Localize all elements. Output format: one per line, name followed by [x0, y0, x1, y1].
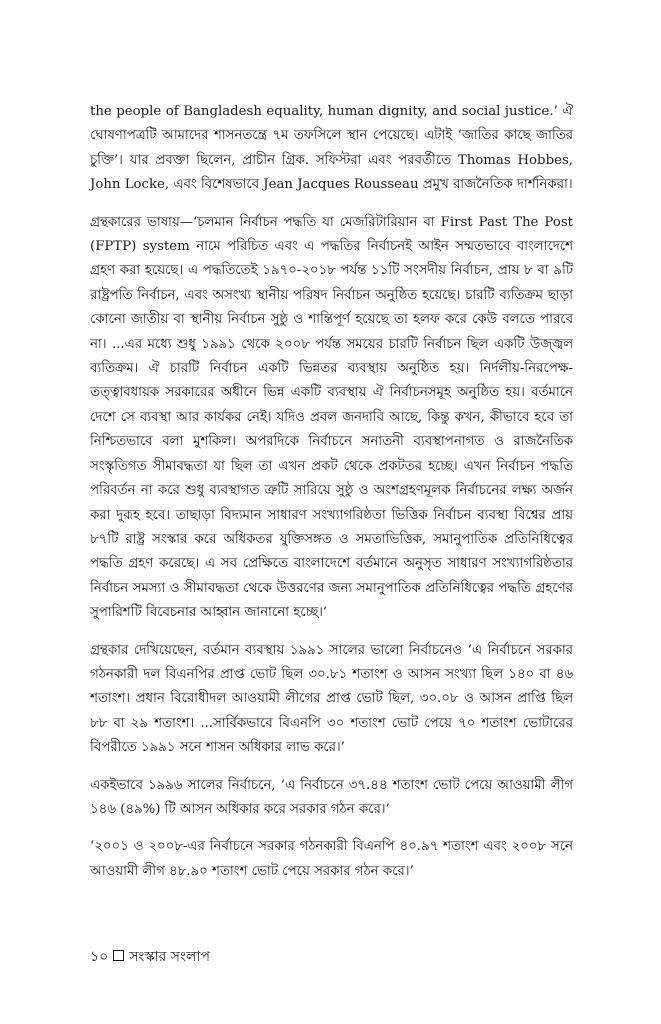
running-title: সংস্কার সংলাপ	[129, 949, 211, 965]
paragraph-2001-2008-election: ‘২০০১ ও ২০০৮-এর নির্বাচনে সরকার গঠনকারী বিএনপি ৪০.৯৭ শতাংশ এবং ২০০৮ সনে আওয়ামী লীগ ৪৮.৯০ শতাংশ ভোট পেয়ে সরকার গঠন করে।’	[90, 839, 573, 879]
body-text	[90, 100, 573, 884]
page-number: ১০	[90, 949, 109, 965]
paragraph-1991-election: গ্রন্থকার দেখিয়েছেন, বর্তমান ব্যবস্থায় ১৯৯১ সালের ভালো নির্বাচনেও ‘এ নির্বাচনে সরকার গঠনকারী দল বিএনপির প্রাপ্ত ভোট ছিল ৩০.৮১ শতাংশ ও আসন সংখ্যা ছিল ১৪০ বা ৪৬ শতাংশ। প্রধান বিরোধীদল আওয়ামী লীগের প্রাপ্ত ভোট ছিল, ৩০.০৮ ও আসন প্রাপ্তি ছিল ৮৮ বা ২৯ শতাংশ। ...সার্বিকভাবে বিএনপি ৩০ শতাংশ ভোট পেয়ে ৭০ শতাংশ ভোটারের বিপরীতে ১৯৯১ সনে শাসন অধিকার লাভ করে।’	[90, 642, 573, 756]
paragraph-1996-election: একইভাবে ১৯৯৬ সালের নির্বাচনে, ‘এ নির্বাচনে ৩৭.৪৪ শতাংশ ভোট পেয়ে আওয়ামী লীগ ১৪৬ (৪৯%) টি আসন অধিকার করে সরকার গঠন করে।’	[90, 777, 573, 817]
paragraph-author-quote-fptp: গ্রন্থকারের ভাষায়—‘চলমান নির্বাচন পদ্ধতি যা মেজরিটারিয়ান বা First Past The Post (FPTP) system নামে পরিচিত এবং এ পদ্ধতির নির্বাচনই আইন সম্মতভাবে বাংলাদেশে গ্রহণ করা হয়েছে। এ পদ্ধতিতেই ১৯৭০-২০১৮ পর্যন্ত ১১টি সংসদীয় নির্বাচন, প্রায় ৮ বা ৯টি রাষ্ট্রপতি নির্বাচন, এবং অসংখ্য স্থানীয় পরিষদ নির্বাচন অনুষ্ঠিত হয়েছে। চারটি ব্যতিক্রম ছাড়া কোনো জাতীয় বা স্থানীয় নির্বাচন সুষ্ঠু ও শান্তিপূর্ণ হয়েছে তা হলফ করে কেউ বলতে পারবে না। ...এর মধ্যে শুধু ১৯৯১ থেকে ২০০৮ পর্যন্ত সময়ের চারটি নির্বাচন ছিল একটি উজ্জ্বল ব্যতিক্রম। ঐ চারটি নির্বাচন একটি ভিন্নতর ব্যবস্থায় অনুষ্ঠিত হয়। নির্দলীয়-নিরপেক্ষ-তত্ত্বাবধায়ক সরকারের অধীনে ভিন্ন একটি ব্যবস্থায় ঐ নির্বাচনসমূহ অনুষ্ঠিত হয়। বর্তমানে দেশে সে ব্যবস্থা আর কার্যকর নেই। যদিও প্রবল জনদাবি আছে, কিন্তু কখন, কীভাবে হবে তা নিশ্চিতভাবে বলা মুশকিল। অপরদিকে নির্বাচনে সনাতনী ব্যবস্থাপনাগত ও রাজনৈতিক সংস্কৃতিগত সীমাবদ্ধতা যা ছিল তা এখন প্রকট থেকে প্রকটতর হচ্ছে। এখন নির্বাচন পদ্ধতি পরিবর্তন না করে শুধু ব্যবস্থাগত ত্রুটি সারিয়ে সুষ্ঠু ও অংশগ্রহণমূলক নির্বাচনের লক্ষ্য অর্জন করা দুরূহ হবে। তাছাড়া বিদ্যমান সাধারণ সংখ্যাগরিষ্ঠতা ভিত্তিক নির্বাচন ব্যবস্থা বিশ্বের প্রায় ৮৭টি রাষ্ট্র সংস্কার করে অধিকতর যুক্তিসঙ্গত ও সমতাভিত্তিক, সমানুপাতিক প্রতিনিধিত্বের পদ্ধতি গ্রহণ করেছে। এ সব প্রেক্ষিতে বাংলাদেশে বর্তমানে অনুসৃত সাধারণ সংখ্যাগরিষ্ঠতার নির্বাচন সমস্যা ও সীমাবদ্ধতা থেকে উত্তরণের জন্য সমানুপাতিক প্রতিনিধিত্বের পদ্ধতি গ্রহণের সুপারিশটি বিবেচনার আহ্বান জানানো হচ্ছে।’	[90, 214, 573, 621]
paragraph-social-contract: the people of Bangladesh equality, human dignity, and social justice.’ ঐ ঘোষণাপত্রটি আমাদের শাসনতন্ত্রে ৭ম তফসিলে স্থান পেয়েছে। এটাই ‘জাতির কাছে জাতির চুক্তি’। যার প্রবক্তা ছিলেন, প্রাচীন গ্রিক. সফিস্টরা এবং পরবর্তীতে Thomas Hobbes, John Locke, এবং বিশেষভাবে Jean Jacques Rousseau প্রমুখ রাজনৈতিক দার্শনিকরা।	[90, 104, 573, 193]
square-separator-icon	[113, 950, 124, 961]
page-footer	[90, 947, 210, 967]
